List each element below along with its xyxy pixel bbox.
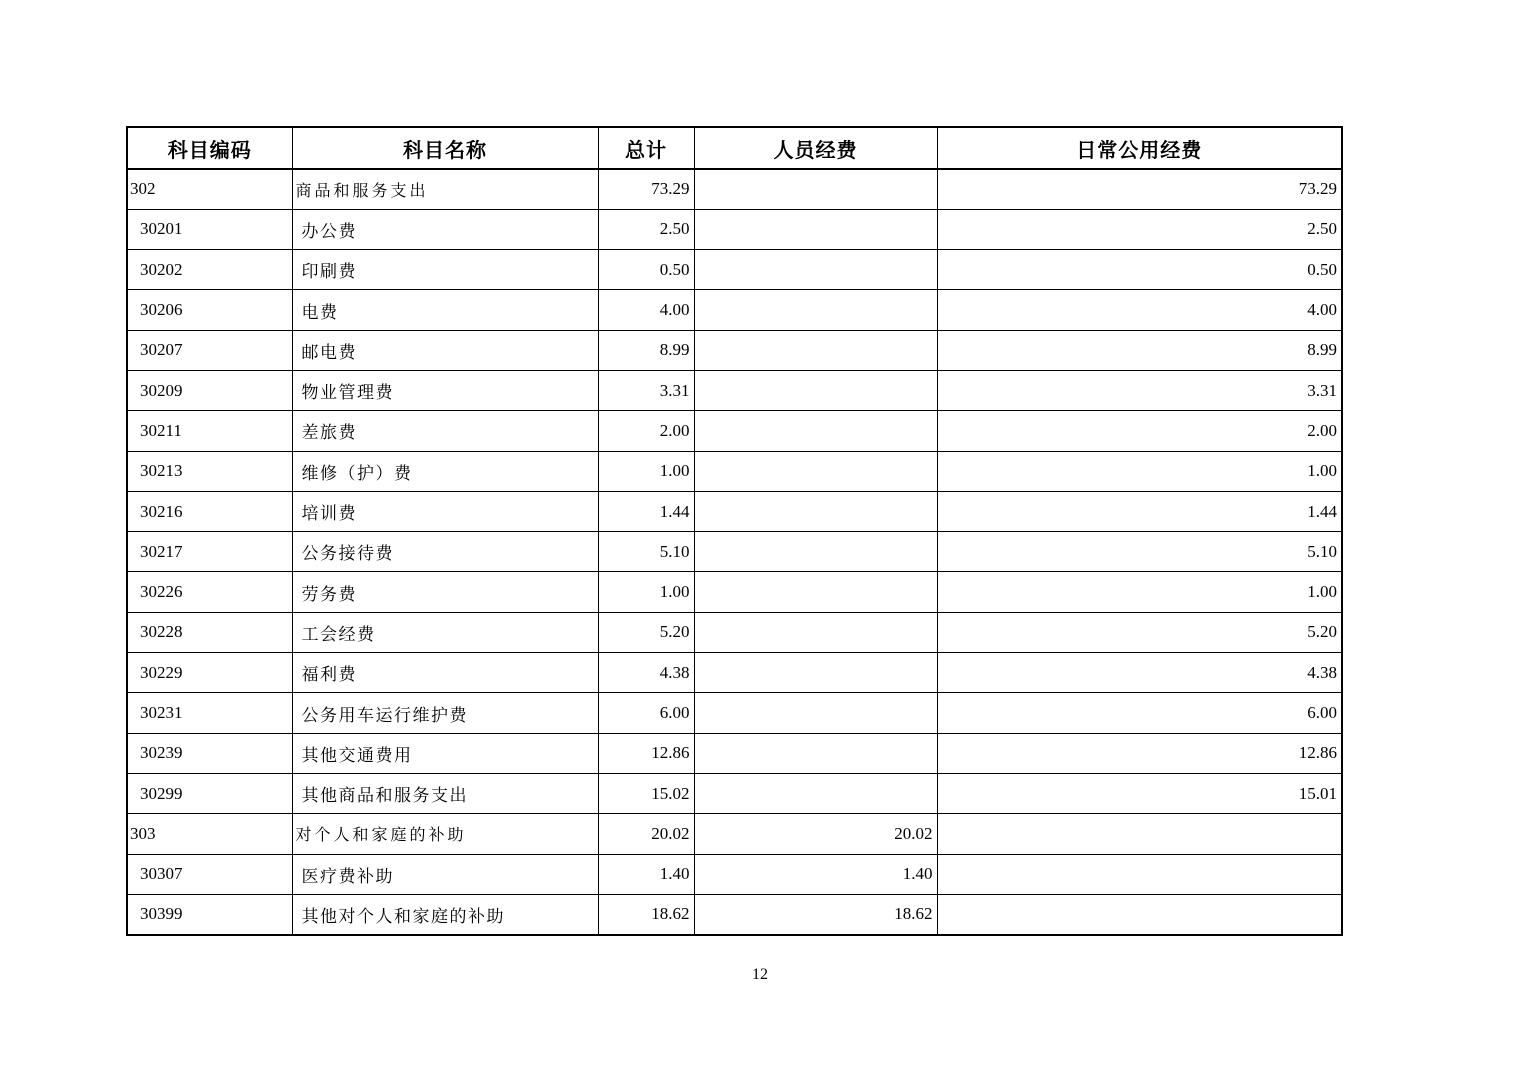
- daily-public-cell: 1.44: [937, 491, 1342, 531]
- daily-public-cell: 1.00: [937, 451, 1342, 491]
- table-row: [127, 854, 1342, 894]
- personnel-cell: [694, 491, 937, 531]
- personnel-cell: [694, 209, 937, 249]
- subject-code-cell: 30201: [127, 209, 292, 249]
- subject-name-cell: 对个人和家庭的补助: [292, 814, 598, 854]
- daily-public-cell: 12.86: [937, 733, 1342, 773]
- daily-public-cell: [937, 894, 1342, 934]
- table-row: [127, 532, 1342, 572]
- subject-name-cell: 福利费: [292, 653, 598, 693]
- table-row: [127, 612, 1342, 652]
- subject-code-cell: 30202: [127, 250, 292, 290]
- table-row: [127, 411, 1342, 451]
- subject-name-cell: 邮电费: [292, 330, 598, 370]
- subject-code-cell: 30207: [127, 330, 292, 370]
- table-row: [127, 169, 1342, 209]
- subject-name-cell: 公务接待费: [292, 532, 598, 572]
- subject-name-cell: 差旅费: [292, 411, 598, 451]
- table-row: [127, 209, 1342, 249]
- daily-public-cell: 15.01: [937, 773, 1342, 813]
- daily-public-cell: [937, 854, 1342, 894]
- total-cell: 4.00: [598, 290, 694, 330]
- personnel-cell: [694, 532, 937, 572]
- total-cell: 15.02: [598, 773, 694, 813]
- total-cell: 2.50: [598, 209, 694, 249]
- daily-public-cell: 2.50: [937, 209, 1342, 249]
- subject-name-cell: 其他对个人和家庭的补助: [292, 894, 598, 934]
- table-row: [127, 814, 1342, 854]
- personnel-cell: [694, 250, 937, 290]
- personnel-cell: [694, 451, 937, 491]
- total-cell: 4.38: [598, 653, 694, 693]
- total-cell: 18.62: [598, 894, 694, 934]
- table-row: [127, 572, 1342, 612]
- total-cell: 1.00: [598, 451, 694, 491]
- subject-code-cell: 302: [127, 169, 292, 209]
- daily-public-cell: 3.31: [937, 370, 1342, 410]
- subject-code-cell: 30399: [127, 894, 292, 934]
- personnel-cell: [694, 612, 937, 652]
- total-cell: 5.10: [598, 532, 694, 572]
- subject-name-cell: 公务用车运行维护费: [292, 693, 598, 733]
- subject-code-cell: 30209: [127, 370, 292, 410]
- subject-code-cell: 30239: [127, 733, 292, 773]
- total-cell: 6.00: [598, 693, 694, 733]
- daily-public-cell: 0.50: [937, 250, 1342, 290]
- personnel-cell: [694, 370, 937, 410]
- personnel-cell: [694, 169, 937, 209]
- subject-code-cell: 30228: [127, 612, 292, 652]
- personnel-cell: [694, 290, 937, 330]
- subject-name-cell: 培训费: [292, 491, 598, 531]
- subject-code-cell: 30299: [127, 773, 292, 813]
- total-cell: 0.50: [598, 250, 694, 290]
- table-row: [127, 451, 1342, 491]
- table-row: [127, 693, 1342, 733]
- table-row: [127, 653, 1342, 693]
- subject-name-cell: 医疗费补助: [292, 854, 598, 894]
- header-personnel: 人员经费: [694, 127, 937, 169]
- personnel-cell: [694, 773, 937, 813]
- table-row: [127, 773, 1342, 813]
- total-cell: 73.29: [598, 169, 694, 209]
- subject-code-cell: 30217: [127, 532, 292, 572]
- subject-code-cell: 30206: [127, 290, 292, 330]
- total-cell: 20.02: [598, 814, 694, 854]
- subject-name-cell: 商品和服务支出: [292, 169, 598, 209]
- personnel-cell: [694, 572, 937, 612]
- daily-public-cell: [937, 814, 1342, 854]
- daily-public-cell: 4.00: [937, 290, 1342, 330]
- total-cell: 3.31: [598, 370, 694, 410]
- personnel-cell: [694, 653, 937, 693]
- header-subject-name: 科目名称: [292, 127, 598, 169]
- table-row: [127, 370, 1342, 410]
- table-row: [127, 330, 1342, 370]
- daily-public-cell: 5.20: [937, 612, 1342, 652]
- budget-table: [126, 126, 1343, 936]
- subject-name-cell: 其他交通费用: [292, 733, 598, 773]
- table-row: [127, 290, 1342, 330]
- daily-public-cell: 6.00: [937, 693, 1342, 733]
- table-row: [127, 733, 1342, 773]
- personnel-cell: [694, 693, 937, 733]
- table-header-row: [127, 127, 1342, 169]
- subject-name-cell: 物业管理费: [292, 370, 598, 410]
- total-cell: 1.40: [598, 854, 694, 894]
- subject-code-cell: 30231: [127, 693, 292, 733]
- subject-code-cell: 30216: [127, 491, 292, 531]
- personnel-cell: [694, 411, 937, 451]
- subject-name-cell: 劳务费: [292, 572, 598, 612]
- table-row: [127, 894, 1342, 934]
- daily-public-cell: 73.29: [937, 169, 1342, 209]
- header-daily-public: 日常公用经费: [937, 127, 1342, 169]
- total-cell: 2.00: [598, 411, 694, 451]
- subject-name-cell: 工会经费: [292, 612, 598, 652]
- personnel-cell: 20.02: [694, 814, 937, 854]
- total-cell: 1.00: [598, 572, 694, 612]
- subject-code-cell: 30307: [127, 854, 292, 894]
- subject-name-cell: 电费: [292, 290, 598, 330]
- daily-public-cell: 1.00: [937, 572, 1342, 612]
- daily-public-cell: 5.10: [937, 532, 1342, 572]
- subject-code-cell: 30213: [127, 451, 292, 491]
- personnel-cell: [694, 330, 937, 370]
- subject-code-cell: 303: [127, 814, 292, 854]
- personnel-cell: 18.62: [694, 894, 937, 934]
- page-number: 12: [752, 966, 768, 983]
- personnel-cell: 1.40: [694, 854, 937, 894]
- table-row: [127, 491, 1342, 531]
- personnel-cell: [694, 733, 937, 773]
- daily-public-cell: 4.38: [937, 653, 1342, 693]
- daily-public-cell: 8.99: [937, 330, 1342, 370]
- total-cell: 1.44: [598, 491, 694, 531]
- daily-public-cell: 2.00: [937, 411, 1342, 451]
- subject-name-cell: 办公费: [292, 209, 598, 249]
- subject-code-cell: 30211: [127, 411, 292, 451]
- total-cell: 5.20: [598, 612, 694, 652]
- subject-code-cell: 30229: [127, 653, 292, 693]
- table-row: [127, 250, 1342, 290]
- header-subject-code: 科目编码: [127, 127, 292, 169]
- subject-code-cell: 30226: [127, 572, 292, 612]
- header-total: 总计: [598, 127, 694, 169]
- subject-name-cell: 印刷费: [292, 250, 598, 290]
- total-cell: 8.99: [598, 330, 694, 370]
- total-cell: 12.86: [598, 733, 694, 773]
- subject-name-cell: 其他商品和服务支出: [292, 773, 598, 813]
- subject-name-cell: 维修（护）费: [292, 451, 598, 491]
